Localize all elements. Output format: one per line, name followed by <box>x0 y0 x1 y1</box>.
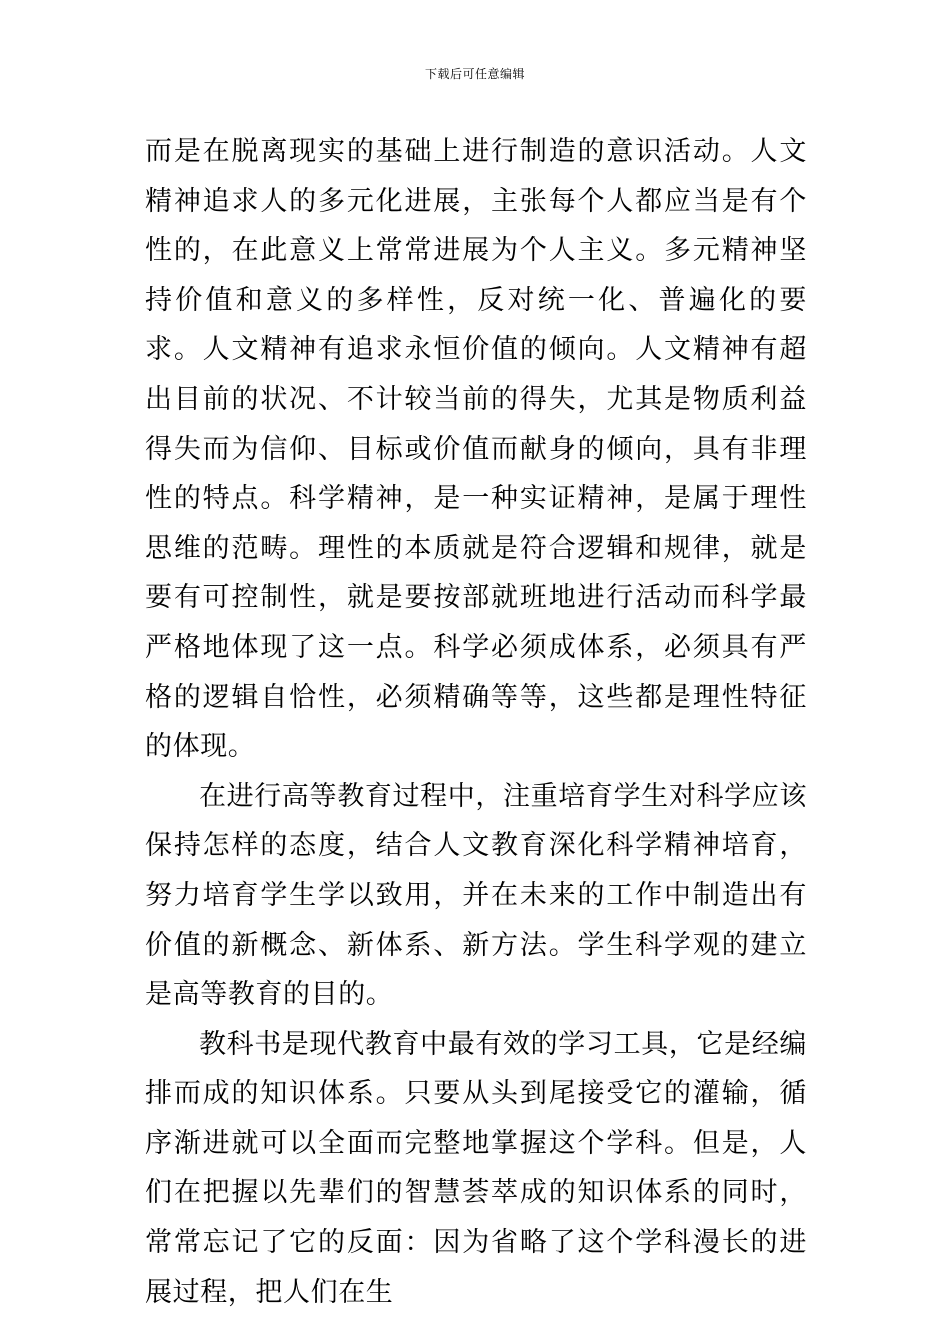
paragraph-continued: 而是在脱离现实的基础上进行制造的意识活动。人文精神追求人的多元化进展，主张每个人都应当是有个性的，在此意义上常常进展为个人主义。多元精神坚持价值和意义的多样性，反对统一化、普遍化的要求。人文精神有追求永恒价值的倾向。人文精神有超出目前的状况、不计较当前的得失，尤其是物质利益得失而为信仰、目标或价值而献身的倾向，具有非理性的特点。科学精神，是一种实证精神，是属于理性思维的范畴。理性的本质就是符合逻辑和规律，就是要有可控制性，就是要按部就班地进行活动而科学最严格地体现了这一点。科学必须成体系，必须具有严格的逻辑自恰性，必须精确等等，这些都是理性特征的体现。 <box>145 136 807 763</box>
document-body <box>145 127 807 1317</box>
page-header-note: 下载后可任意编辑 <box>424 67 525 81</box>
paragraph-higher-education: 在进行高等教育过程中，注重培育学生对科学应该保持怎样的态度，结合人文教育深化科学精神培育，努力培育学生学以致用，并在未来的工作中制造出有价值的新概念、新体系、新方法。学生科学观的建立是高等教育的目的。 <box>145 780 807 1011</box>
paragraph-textbook: 教科书是现代教育中最有效的学习工具，它是经编排而成的知识体系。只要从头到尾接受它的灌输，循序渐进就可以全面而完整地掌握这个学科。但是，人们在把握以先辈们的智慧荟萃成的知识体系的同时，常常忘记了它的反面：因为省略了这个学科漫长的进展过程，把人们在生 <box>145 1028 807 1308</box>
